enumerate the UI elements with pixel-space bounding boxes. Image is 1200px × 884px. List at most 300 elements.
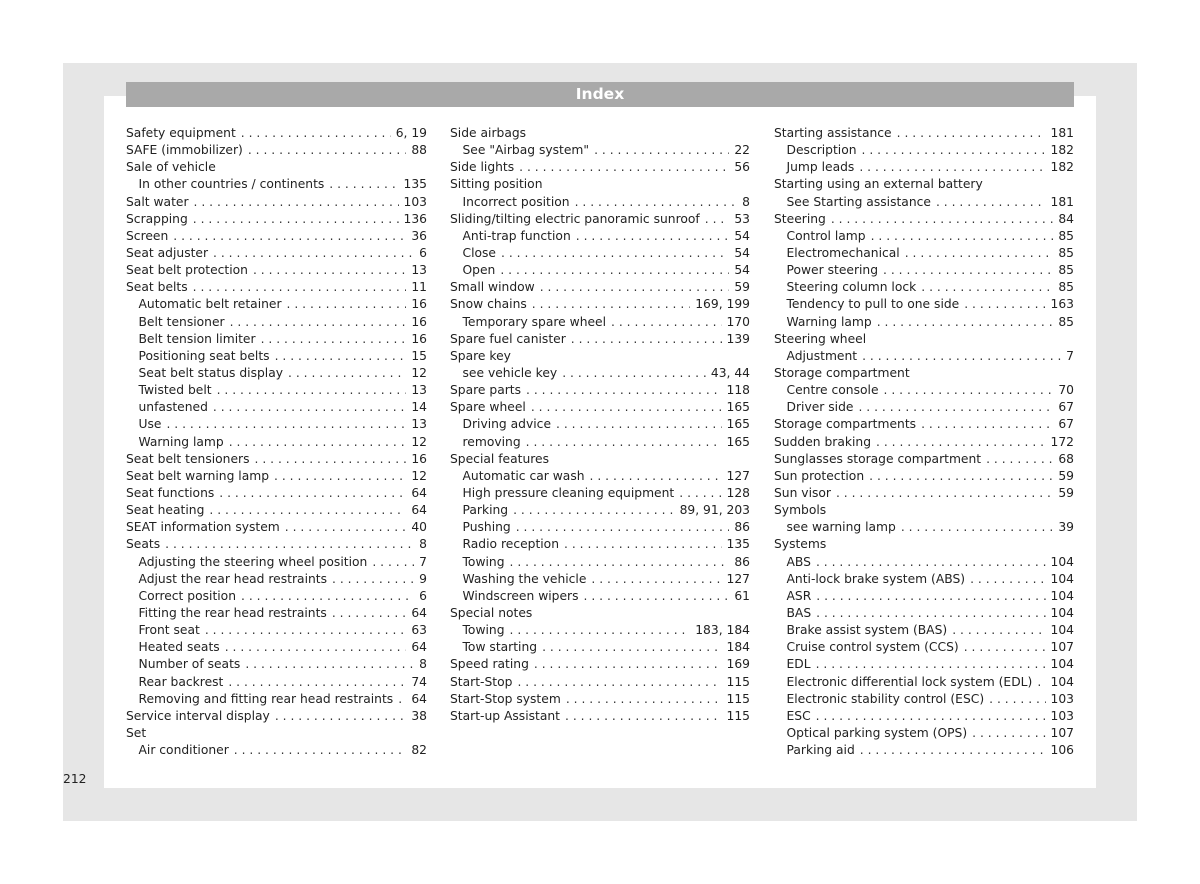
entry-pages: 59	[1058, 468, 1074, 483]
dot-leader	[166, 416, 406, 433]
entry-label: Sitting position	[450, 177, 543, 192]
dot-leader	[591, 571, 721, 588]
entry-label: Start-Stop	[450, 674, 513, 689]
index-subentry	[774, 571, 1074, 588]
entry-label: Scrapping	[126, 211, 188, 226]
dot-leader	[285, 519, 407, 536]
entry-pages: 61	[734, 588, 750, 603]
index-subentry	[126, 588, 427, 605]
entry-label: Seat belt tensioners	[126, 451, 250, 466]
index-entry	[774, 331, 1074, 348]
entry-label: Service interval display	[126, 708, 270, 723]
entry-label: Anti-lock brake system (ABS)	[786, 571, 966, 586]
entry-pages: 6	[419, 588, 427, 603]
entry-label: Seat adjuster	[126, 245, 209, 260]
dot-leader	[500, 262, 729, 279]
entry-pages: 82	[411, 743, 427, 758]
dot-leader	[862, 348, 1061, 365]
entry-pages: 106	[1050, 743, 1074, 758]
index-subentry	[126, 434, 427, 451]
dot-leader	[194, 194, 399, 211]
entry-label: Seat belts	[126, 280, 188, 295]
entry-label: Radio reception	[462, 537, 560, 552]
entry-pages: 127	[726, 571, 750, 586]
entry-pages: 40	[411, 520, 427, 535]
entry-pages: 59	[1058, 485, 1074, 500]
entry-pages: 181	[1050, 126, 1074, 140]
dot-leader	[562, 365, 706, 382]
index-header: Index	[126, 82, 1074, 107]
entry-pages: 22	[734, 143, 750, 158]
entry-pages: 67	[1058, 400, 1074, 415]
entry-label: Adjusting the steering wheel position	[138, 554, 368, 569]
dot-leader	[859, 159, 1045, 176]
dot-leader	[989, 691, 1045, 708]
entry-label: Seat functions	[126, 485, 215, 500]
dot-leader	[241, 125, 391, 142]
entry-label: BAS	[786, 605, 812, 620]
dot-leader	[213, 245, 414, 262]
entry-pages: 181	[1050, 194, 1074, 209]
entry-pages: 163	[1050, 297, 1074, 312]
dot-leader	[332, 571, 414, 588]
index-entry	[450, 211, 750, 228]
entry-label: Twisted belt	[138, 383, 212, 398]
dot-leader	[229, 434, 407, 451]
dot-leader	[871, 228, 1054, 245]
entry-label: Storage compartments	[774, 417, 917, 432]
entry-label: SEAT information system	[126, 520, 280, 535]
entry-pages: 36	[411, 228, 427, 243]
dot-leader	[860, 742, 1046, 759]
entry-label: Warning lamp	[138, 434, 224, 449]
index-entry	[450, 605, 750, 622]
index-subentry	[126, 399, 427, 416]
entry-pages: 6, 19	[395, 126, 427, 140]
index-subentry	[450, 639, 750, 656]
dot-leader	[869, 468, 1053, 485]
dot-leader	[571, 331, 722, 348]
index-entry	[126, 245, 427, 262]
dot-leader	[248, 142, 407, 159]
index-entry	[126, 536, 427, 553]
entry-pages: 89, 91, 203	[679, 503, 750, 518]
entry-label: Spare wheel	[450, 400, 526, 415]
entry-label: Tendency to pull to one side	[786, 297, 960, 312]
dot-leader	[564, 536, 722, 553]
dot-leader	[193, 211, 399, 228]
dot-leader	[213, 399, 406, 416]
entry-label: see warning lamp	[786, 520, 896, 535]
entry-label: ABS	[786, 554, 811, 569]
entry-pages: 16	[411, 451, 427, 466]
entry-pages: 56	[734, 160, 750, 175]
entry-label: Sale of vehicle	[126, 160, 216, 175]
entry-label: Parking aid	[786, 743, 855, 758]
entry-pages: 13	[411, 417, 427, 432]
dot-leader	[884, 382, 1054, 399]
entry-pages: 139	[726, 331, 750, 346]
index-entry	[450, 348, 750, 365]
dot-leader	[288, 365, 406, 382]
entry-label: Temporary spare wheel	[462, 314, 607, 329]
index-column-3	[774, 125, 1074, 759]
index-subentry	[126, 742, 427, 759]
entry-label: EDL	[786, 657, 811, 672]
index-entry	[450, 331, 750, 348]
index-subentry	[774, 639, 1074, 656]
dot-leader	[372, 554, 414, 571]
dot-leader	[225, 639, 407, 656]
dot-leader	[274, 468, 406, 485]
index-subentry	[774, 742, 1074, 759]
dot-leader	[584, 588, 730, 605]
entry-label: Control lamp	[786, 228, 866, 243]
entry-pages: 7	[419, 554, 427, 569]
entry-label: Steering	[774, 211, 826, 226]
entry-pages: 85	[1058, 245, 1074, 260]
entry-pages: 64	[411, 485, 427, 500]
entry-label: Safety equipment	[126, 126, 236, 140]
entry-pages: 107	[1050, 725, 1074, 740]
dot-leader	[816, 605, 1045, 622]
dot-leader	[877, 314, 1054, 331]
entry-pages: 86	[734, 554, 750, 569]
entry-pages: 43, 44	[710, 365, 750, 380]
entry-label: Fitting the rear head restraints	[138, 605, 327, 620]
index-subentry	[126, 382, 427, 399]
index-subentry	[126, 605, 427, 622]
entry-label: Side airbags	[450, 126, 527, 140]
index-entry	[774, 125, 1074, 142]
entry-pages: 184	[726, 640, 750, 655]
dot-leader	[534, 656, 722, 673]
index-entry	[126, 228, 427, 245]
entry-pages: 16	[411, 297, 427, 312]
entry-label: High pressure cleaning equipment	[462, 485, 675, 500]
index-column-2	[450, 125, 750, 725]
entry-pages: 64	[411, 691, 427, 706]
index-entry	[774, 211, 1074, 228]
index-entry	[450, 656, 750, 673]
entry-label: Tow starting	[462, 640, 538, 655]
entry-label: Towing	[462, 623, 505, 638]
index-entry	[450, 708, 750, 725]
dot-leader	[576, 228, 730, 245]
index-entry	[126, 279, 427, 296]
dot-leader	[510, 554, 730, 571]
index-subentry	[450, 502, 750, 519]
entry-label: Start-Stop system	[450, 691, 561, 706]
dot-leader	[921, 416, 1053, 433]
entry-label: Use	[138, 417, 162, 432]
index-entry	[126, 262, 427, 279]
dot-leader	[234, 742, 407, 759]
entry-pages: 115	[726, 691, 750, 706]
entry-pages: 103	[1050, 708, 1074, 723]
entry-pages: 136	[403, 211, 427, 226]
entry-pages: 11	[411, 280, 427, 295]
index-entry	[774, 416, 1074, 433]
entry-pages: 107	[1050, 640, 1074, 655]
entry-pages: 165	[726, 400, 750, 415]
index-entry	[126, 194, 427, 211]
entry-label: Close	[462, 245, 496, 260]
dot-leader	[519, 159, 729, 176]
entry-label: Positioning seat belts	[138, 348, 270, 363]
dot-leader	[253, 262, 406, 279]
entry-label: Seat belt warning lamp	[126, 468, 270, 483]
index-entry	[774, 434, 1074, 451]
dot-leader	[836, 485, 1053, 502]
entry-label: see vehicle key	[462, 365, 558, 380]
entry-label: SAFE (immobilizer)	[126, 143, 243, 158]
entry-pages: 127	[726, 468, 750, 483]
entry-pages: 85	[1058, 263, 1074, 278]
dot-leader	[816, 708, 1046, 725]
index-entry	[126, 708, 427, 725]
entry-pages: 12	[411, 468, 427, 483]
dot-leader	[245, 656, 414, 673]
entry-label: Adjustment	[786, 348, 858, 363]
index-subentry	[126, 331, 427, 348]
dot-leader	[679, 485, 721, 502]
index-subentry	[126, 554, 427, 571]
entry-pages: 13	[411, 263, 427, 278]
entry-label: Cruise control system (CCS)	[786, 640, 959, 655]
index-subentry	[450, 468, 750, 485]
entry-label: Sunglasses storage compartment	[774, 451, 982, 466]
index-entry	[774, 485, 1074, 502]
entry-label: Sliding/tilting electric panoramic sunroof	[450, 211, 700, 226]
entry-label: Washing the vehicle	[462, 571, 587, 586]
dot-leader	[193, 279, 407, 296]
dot-leader	[972, 725, 1045, 742]
entry-label: Air conditioner	[138, 743, 229, 758]
index-entry	[450, 674, 750, 691]
entry-label: Sun protection	[774, 468, 865, 483]
page-number: 212	[63, 772, 87, 786]
entry-label: Steering wheel	[774, 331, 867, 346]
index-entry	[450, 382, 750, 399]
dot-leader	[241, 588, 414, 605]
entry-pages: 16	[411, 314, 427, 329]
entry-label: Small window	[450, 280, 535, 295]
entry-label: Special features	[450, 451, 550, 466]
index-entry	[126, 725, 427, 742]
index-entry	[126, 451, 427, 468]
dot-leader	[858, 399, 1053, 416]
index-entry	[450, 296, 750, 313]
entry-pages: 16	[411, 331, 427, 346]
entry-pages: 63	[411, 623, 427, 638]
index-subentry	[774, 554, 1074, 571]
index-subentry	[774, 725, 1074, 742]
entry-label: Description	[786, 143, 857, 158]
entry-pages: 104	[1050, 605, 1074, 620]
index-subentry	[126, 639, 427, 656]
index-entry	[126, 468, 427, 485]
entry-label: In other countries / continents	[138, 177, 325, 192]
entry-label: Heated seats	[138, 640, 220, 655]
dot-leader	[209, 502, 406, 519]
index-entry	[774, 468, 1074, 485]
entry-pages: 70	[1058, 383, 1074, 398]
entry-label: Removing and fitting rear head restraints	[138, 691, 394, 706]
entry-label: Power steering	[786, 263, 879, 278]
index-entry	[126, 502, 427, 519]
dot-leader	[517, 674, 721, 691]
entry-label: Centre console	[786, 383, 879, 398]
entry-pages: 118	[726, 383, 750, 398]
entry-pages: 54	[734, 245, 750, 260]
entry-label: Start-up Assistant	[450, 708, 561, 723]
entry-label: Pushing	[462, 520, 511, 535]
entry-pages: 183, 184	[695, 623, 750, 638]
index-subentry	[774, 159, 1074, 176]
entry-label: ASR	[786, 588, 812, 603]
dot-leader	[705, 211, 730, 228]
entry-label: Screen	[126, 228, 169, 243]
index-entry	[774, 502, 1074, 519]
dot-leader	[816, 656, 1046, 673]
entry-pages: 14	[411, 400, 427, 415]
dot-leader	[230, 314, 407, 331]
entry-pages: 38	[411, 708, 427, 723]
index-subentry	[450, 485, 750, 502]
entry-pages: 7	[1066, 348, 1074, 363]
entry-pages: 104	[1050, 674, 1074, 689]
entry-label: Starting using an external battery	[774, 177, 983, 192]
entry-pages: 64	[411, 503, 427, 518]
entry-label: Towing	[462, 554, 505, 569]
index-subentry	[774, 622, 1074, 639]
entry-pages: 88	[411, 143, 427, 158]
entry-label: See Starting assistance	[786, 194, 931, 209]
index-subentry	[774, 142, 1074, 159]
entry-label: Storage compartment	[774, 365, 910, 380]
entry-label: Optical parking system (OPS)	[786, 725, 968, 740]
entry-label: Incorrect position	[462, 194, 570, 209]
entry-label: Special notes	[450, 605, 533, 620]
entry-pages: 39	[1058, 520, 1074, 535]
entry-pages: 103	[1050, 691, 1074, 706]
dot-leader	[329, 176, 398, 193]
entry-label: Belt tensioner	[138, 314, 225, 329]
dot-leader	[255, 451, 407, 468]
index-subentry	[774, 708, 1074, 725]
entry-pages: 12	[411, 365, 427, 380]
index-subentry	[450, 365, 750, 382]
dot-leader	[532, 296, 690, 313]
dot-leader	[883, 262, 1053, 279]
entry-label: ESC	[786, 708, 811, 723]
dot-leader	[526, 434, 722, 451]
entry-label: Driving advice	[462, 417, 552, 432]
dot-leader	[936, 194, 1046, 211]
dot-leader	[219, 485, 406, 502]
index-subentry	[126, 691, 427, 708]
index-subentry	[450, 142, 750, 159]
index-entry	[126, 142, 427, 159]
index-subentry	[774, 296, 1074, 313]
entry-pages: 104	[1050, 588, 1074, 603]
dot-leader	[831, 211, 1054, 228]
entry-pages: 59	[734, 280, 750, 295]
index-subentry	[126, 656, 427, 673]
entry-pages: 169	[726, 657, 750, 672]
entry-pages: 9	[419, 571, 427, 586]
index-entry	[774, 176, 1074, 193]
dot-leader	[590, 468, 722, 485]
entry-pages: 182	[1050, 143, 1074, 158]
entry-label: Spare key	[450, 348, 511, 363]
dot-leader	[1037, 674, 1045, 691]
entry-pages: 53	[734, 211, 750, 226]
entry-pages: 172	[1050, 434, 1074, 449]
entry-label: Windscreen wipers	[462, 588, 579, 603]
entry-pages: 84	[1058, 211, 1074, 226]
entry-label: Spare parts	[450, 383, 522, 398]
dot-leader	[970, 571, 1045, 588]
index-entry	[126, 125, 427, 142]
entry-label: Spare fuel canister	[450, 331, 566, 346]
dot-leader	[542, 639, 721, 656]
dot-leader	[217, 382, 407, 399]
entry-label: Belt tension limiter	[138, 331, 256, 346]
entry-label: Seat belt protection	[126, 263, 248, 278]
index-subentry	[774, 656, 1074, 673]
index-entry	[450, 159, 750, 176]
entry-label: Electronic differential lock system (EDL)	[786, 674, 1033, 689]
entry-pages: 85	[1058, 228, 1074, 243]
entry-pages: 15	[411, 348, 427, 363]
index-subentry	[450, 245, 750, 262]
entry-label: Automatic belt retainer	[138, 297, 282, 312]
entry-label: See "Airbag system"	[462, 143, 590, 158]
dot-leader	[526, 382, 721, 399]
index-subentry	[774, 194, 1074, 211]
index-subentry	[450, 228, 750, 245]
index-subentry	[450, 554, 750, 571]
index-entry	[450, 125, 750, 142]
dot-leader	[173, 228, 406, 245]
index-subentry	[774, 519, 1074, 536]
index-subentry	[774, 674, 1074, 691]
dot-leader	[964, 296, 1045, 313]
entry-label: Warning lamp	[786, 314, 872, 329]
dot-leader	[897, 125, 1046, 142]
index-subentry	[774, 262, 1074, 279]
index-subentry	[774, 605, 1074, 622]
dot-leader	[398, 691, 406, 708]
entry-pages: 54	[734, 228, 750, 243]
dot-leader	[510, 622, 691, 639]
entry-pages: 128	[726, 485, 750, 500]
entry-pages: 74	[411, 674, 427, 689]
dot-leader	[964, 639, 1046, 656]
index-subentry	[126, 674, 427, 691]
index-subentry	[774, 691, 1074, 708]
entry-label: Seat heating	[126, 503, 205, 518]
dot-leader	[566, 691, 722, 708]
entry-label: Sun visor	[774, 485, 831, 500]
index-entry	[450, 691, 750, 708]
entry-pages: 67	[1058, 417, 1074, 432]
index-subentry	[774, 279, 1074, 296]
entry-pages: 104	[1050, 623, 1074, 638]
entry-pages: 182	[1050, 160, 1074, 175]
